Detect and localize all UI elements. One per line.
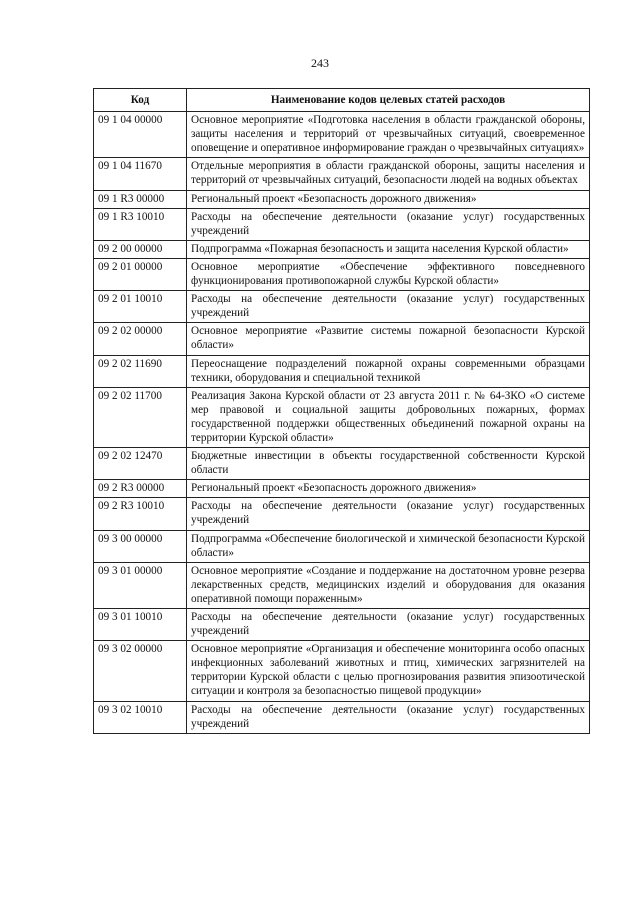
table-row — [94, 258, 590, 290]
table-row — [94, 530, 590, 562]
row-code: 09 2 02 11690 — [94, 355, 187, 387]
row-name: Расходы на обеспечение деятельности (оказание услуг) государственных учреждений — [187, 208, 590, 240]
row-code: 09 1 04 00000 — [94, 112, 187, 158]
table-header-row — [94, 89, 590, 112]
table-row — [94, 158, 590, 190]
row-code: 09 3 01 00000 — [94, 562, 187, 608]
row-code: 09 1 R3 00000 — [94, 190, 187, 208]
row-name: Основное мероприятие «Организация и обеспечение мониторинга особо опасных инфекционных заболеваний животных и птиц, химических загрязнителей на территории Курской области с целью прогнозирования развития эпизоотической ситуации и контроля за безопасностью пищевой продукции» — [187, 641, 590, 701]
table-row — [94, 562, 590, 608]
row-code: 09 2 01 00000 — [94, 258, 187, 290]
row-name: Подпрограмма «Обеспечение биологической и химической безопасности Курской области» — [187, 530, 590, 562]
row-code: 09 1 04 11670 — [94, 158, 187, 190]
row-code: 09 2 01 10010 — [94, 291, 187, 323]
row-code: 09 2 02 12470 — [94, 448, 187, 480]
table-row — [94, 641, 590, 701]
row-name: Основное мероприятие «Развитие системы пожарной безопасности Курской области» — [187, 323, 590, 355]
row-name: Бюджетные инвестиции в объекты государственной собственности Курской области — [187, 448, 590, 480]
table-row — [94, 701, 590, 733]
row-name: Основное мероприятие «Создание и поддержание на достаточном уровне резерва лекарственных средств, медицинских изделий и оборудования для оказания оперативной помощи пораженным» — [187, 562, 590, 608]
row-name: Подпрограмма «Пожарная безопасность и защита населения Курской области» — [187, 240, 590, 258]
table-row — [94, 609, 590, 641]
table-row — [94, 291, 590, 323]
table-row — [94, 112, 590, 158]
target-expenditure-codes-table — [93, 88, 590, 734]
row-name: Региональный проект «Безопасность дорожного движения» — [187, 190, 590, 208]
row-code: 09 3 00 00000 — [94, 530, 187, 562]
row-name: Реализация Закона Курской области от 23 августа 2011 г. № 64-ЗКО «О системе мер правовой и социальной защиты добровольных пожарных, формах государственной поддержки общественных объединений пожарной охраны на территории Курской области» — [187, 387, 590, 447]
row-name: Региональный проект «Безопасность дорожного движения» — [187, 480, 590, 498]
row-code: 09 2 R3 00000 — [94, 480, 187, 498]
row-code: 09 2 02 11700 — [94, 387, 187, 447]
row-name: Основное мероприятие «Обеспечение эффективного повседневного функционирования противопожарной службы Курской области» — [187, 258, 590, 290]
table-row — [94, 448, 590, 480]
row-code: 09 3 02 10010 — [94, 701, 187, 733]
table-row — [94, 240, 590, 258]
row-name: Расходы на обеспечение деятельности (оказание услуг) государственных учреждений — [187, 701, 590, 733]
row-code: 09 3 02 00000 — [94, 641, 187, 701]
table-row — [94, 498, 590, 530]
table-row — [94, 355, 590, 387]
page-number: 243 — [311, 56, 329, 70]
table-row — [94, 190, 590, 208]
row-code: 09 2 00 00000 — [94, 240, 187, 258]
table-row — [94, 387, 590, 447]
row-name: Переоснащение подразделений пожарной охраны современными образцами техники, оборудования и специальной техникой — [187, 355, 590, 387]
row-name: Основное мероприятие «Подготовка населения в области гражданской обороны, защиты населения и территорий от чрезвычайных ситуаций, своевременное оповещение и оперативное информирование граждан о чрезвычайных ситуациях» — [187, 112, 590, 158]
row-name: Отдельные мероприятия в области гражданской обороны, защиты населения и территорий от чрезвычайных ситуаций, безопасности людей на водных объектах — [187, 158, 590, 190]
header-name: Наименование кодов целевых статей расходов — [187, 89, 590, 112]
row-code: 09 2 02 00000 — [94, 323, 187, 355]
table-row — [94, 480, 590, 498]
row-code: 09 3 01 10010 — [94, 609, 187, 641]
table-row — [94, 208, 590, 240]
row-name: Расходы на обеспечение деятельности (оказание услуг) государственных учреждений — [187, 291, 590, 323]
row-name: Расходы на обеспечение деятельности (оказание услуг) государственных учреждений — [187, 498, 590, 530]
row-code: 09 2 R3 10010 — [94, 498, 187, 530]
table-row — [94, 323, 590, 355]
header-code: Код — [94, 89, 187, 112]
row-name: Расходы на обеспечение деятельности (оказание услуг) государственных учреждений — [187, 609, 590, 641]
row-code: 09 1 R3 10010 — [94, 208, 187, 240]
